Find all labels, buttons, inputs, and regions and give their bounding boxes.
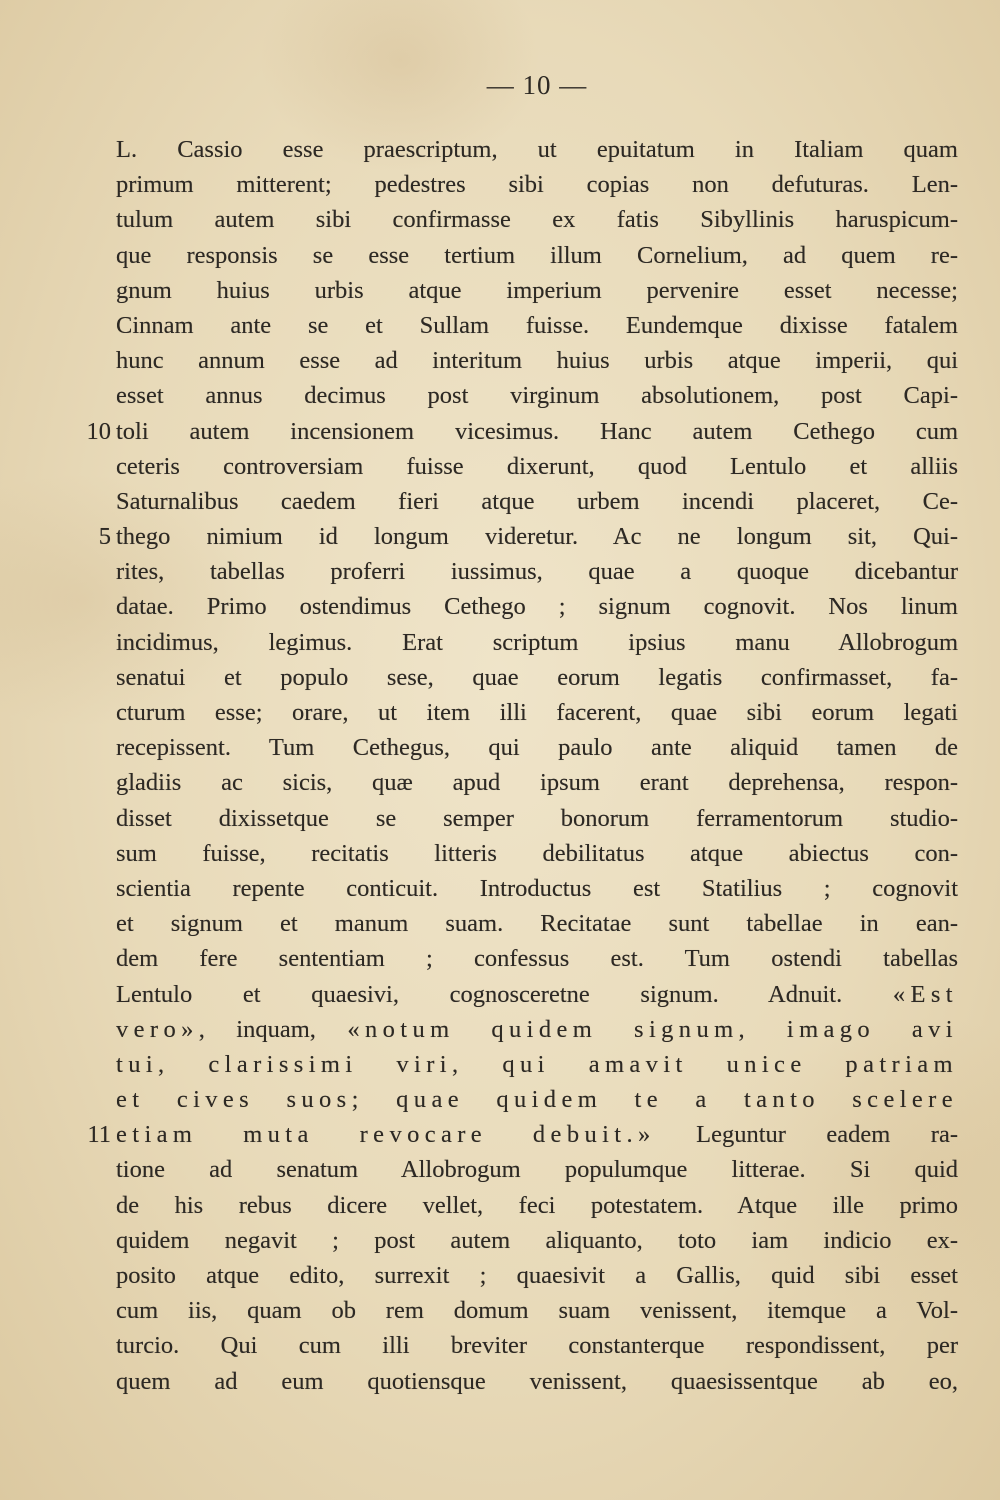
line-text: disset dixissetque se semper bonorum ferramentorum studio- [116, 804, 958, 832]
text-line [116, 167, 958, 202]
line-text: cturum esse; orare, ut item illi facerent, quae sibi eorum legati [116, 699, 958, 726]
line-text: turcio. Qui cum illi breviter constanterque respondissent, per [116, 1332, 958, 1360]
margin-line-number: 5 [98, 523, 111, 551]
line-text: sum fuisse, recitatis litteris debilitatus atque abiectus con- [116, 839, 958, 867]
text-line [116, 1328, 958, 1363]
text-line [116, 1047, 958, 1082]
text-line [116, 695, 958, 730]
text-line [116, 941, 958, 976]
line-text-segment: , inquam, [198, 1015, 348, 1043]
text-line [116, 1082, 958, 1117]
text-line [116, 660, 958, 695]
line-text: Cinnam ante se et Sullam fuisse. Eundemque dixisse fatalem [116, 311, 958, 339]
line-text: rites, tabellas proferri iussimus, quae a quoque dicebantur [116, 558, 958, 586]
line-text: senatui et populo sese, quae eorum legatis confirmasset, fa- [116, 663, 958, 691]
line-text: cum iis, quam ob rem domum suam venissent, itemque a Vol- [116, 1297, 958, 1325]
line-text: dem fere sententiam ; confessus est. Tum ostendi tabellas [116, 945, 958, 973]
line-text: de his rebus dicere vellet, feci potestatem. Atque ille primo [116, 1191, 958, 1219]
line-text: toli autem incensionem vicesimus. Hanc autem Cethego cum [116, 417, 958, 445]
line-text-spaced-segment: etiam muta revocare debuit.» [116, 1121, 656, 1149]
line-text: L. Cassio esse praescriptum, ut epuitatum in Italiam quam [116, 136, 958, 163]
line-text-spaced-segment: vero» [116, 1015, 199, 1043]
line-text: datae. Primo ostendimus Cethego ; signum cognovit. Nos linum [116, 593, 958, 621]
text-line [116, 449, 958, 484]
text-line [116, 1012, 958, 1047]
text-line [116, 836, 958, 871]
line-text: ceteris controversiam fuisse dixerunt, quod Lentulo et alliis [116, 452, 958, 480]
text-line [98, 519, 958, 554]
line-text-segment: Lentulo et quaesivi, cognosceretne signum. Adnuit. [116, 980, 893, 1008]
line-text: quem ad eum quotiensque venissent, quaesissentque ab eo, [116, 1367, 958, 1395]
line-text: que responsis se esse tertium illum Cornelium, ad quem re- [116, 241, 958, 269]
text-line [116, 343, 958, 378]
line-text: thego nimium id longum videretur. Ac ne longum sit, Qui- [116, 523, 958, 551]
line-text: recepissent. Tum Cethegus, qui paulo ante aliquid tamen de [116, 734, 958, 762]
text-line [116, 871, 958, 906]
line-text: incidimus, legimus. Erat scriptum ipsius manu Allobrogum [116, 628, 958, 656]
text-line [116, 765, 958, 800]
text-line [116, 238, 958, 273]
text-line [116, 977, 958, 1012]
line-text: posito atque edito, surrexit ; quaesivit a Gallis, quid sibi esset [116, 1262, 958, 1289]
line-text: tione ad senatum Allobrogum populumque litterae. Si quid [116, 1156, 958, 1184]
text-line [116, 378, 958, 413]
page-number: — 10 — [486, 70, 588, 100]
line-text: scientia repente conticuit. Introductus est Statilius ; cognovit [116, 874, 958, 902]
line-text: primum mitterent; pedestres sibi copias non defuturas. Len- [116, 171, 958, 199]
text-line [116, 1188, 958, 1223]
line-text-spaced-segment: «Est [892, 980, 958, 1008]
text-line [116, 1364, 958, 1399]
line-text-spaced-segment: tui, clarissimi viri, qui amavit unice patriam [116, 1050, 958, 1078]
line-text-segment: Leguntur eadem ra- [655, 1121, 958, 1149]
line-text-spaced-segment: et cives suos; quae quidem te a tanto scelere [116, 1086, 958, 1114]
margin-line-number: 10 [86, 417, 111, 445]
text-line [116, 906, 958, 941]
text-column [86, 132, 958, 1399]
text-line [116, 308, 958, 343]
text-line [116, 589, 958, 624]
text-line [116, 273, 958, 308]
text-line [86, 414, 958, 449]
line-text: gladiis ac sicis, quæ apud ipsum erant deprehensa, respon- [116, 769, 958, 797]
text-line [87, 1117, 958, 1152]
text-line [116, 1293, 958, 1328]
line-text: gnum huius urbis atque imperium pervenire esset necesse; [116, 276, 958, 304]
line-text: quidem negavit ; post autem aliquanto, toto iam indicio ex- [116, 1226, 958, 1254]
text-line [116, 1258, 958, 1293]
text-line [116, 801, 958, 836]
line-text: et signum et manum suam. Recitatae sunt tabellae in ean- [116, 910, 958, 938]
line-text: hunc annum esse ad interitum huius urbis atque imperii, qui [116, 347, 958, 375]
text-line [116, 484, 958, 519]
text-line [116, 730, 958, 765]
text-line [116, 1152, 958, 1187]
text-line [116, 1223, 958, 1258]
text-line [116, 625, 958, 660]
line-text-spaced-segment: «notum quidem signum, imago avi [347, 1015, 958, 1043]
line-text: esset annus decimus post virginum absolutionem, post Capi- [116, 382, 958, 410]
text-line [116, 202, 958, 237]
text-line [116, 132, 958, 167]
line-text: Saturnalibus caedem fieri atque urbem incendi placeret, Ce- [116, 487, 958, 515]
line-text: tulum autem sibi confirmasse ex fatis Sibyllinis haruspicum- [116, 206, 958, 234]
text-line [116, 554, 958, 589]
margin-line-number: 11 [87, 1121, 111, 1149]
